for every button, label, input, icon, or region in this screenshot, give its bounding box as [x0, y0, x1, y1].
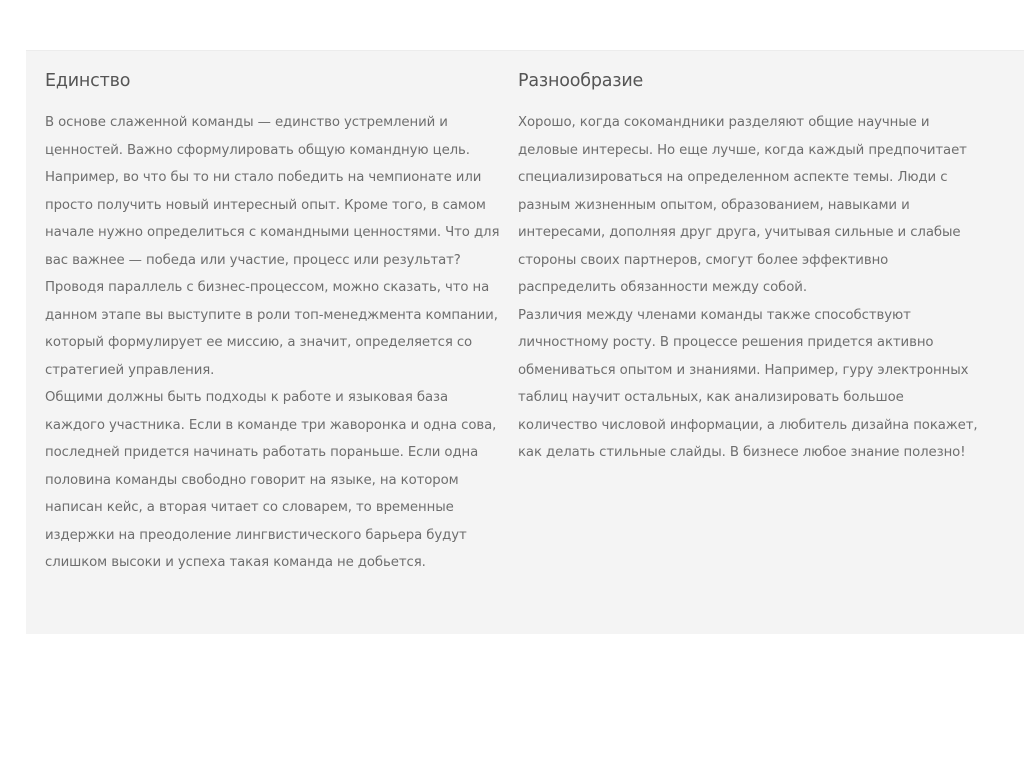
unity-column — [45, 69, 505, 577]
unity-heading: Единство — [45, 71, 131, 91]
unity-paragraph-1: В основе слаженной команды — единство устремлений и ценностей. Важно сформулировать общую командную цель. Например, во что бы то ни стало победить на чемпионате или просто получить новый интересный опыт. Кроме того, в самом начале нужно определиться с командными ценностями. Что для вас важнее — победа или участие, процесс или результат? Проводя параллель с бизнес-процессом, можно сказать, что на данном этапе вы выступите в роли топ-менеджмента компании, который формулирует ее миссию, а значит, определяется со стратегией управления. — [45, 115, 500, 378]
diversity-paragraph-1: Хорошо, когда сокомандники разделяют общие научные и деловые интересы. Но еще лучше, когда каждый предпочитает специализироваться на определенном аспекте темы. Люди с разным жизненным опытом, образованием, навыками и интересами, дополняя друг друга, учитывая сильные и слабые стороны своих партнеров, смогут более эффективно распределить обязанности между собой. — [518, 115, 967, 295]
diversity-paragraph-2: Различия между членами команды также способствуют личностному росту. В процессе решения придется активно обмениваться опытом и знаниями. Например, гуру электронных таблиц научит остальных, как анализировать большое количество числовой информации, а любитель дизайна покажет, как делать стильные слайды. В бизнесе любое знание полезно! — [518, 307, 978, 460]
content-panel — [26, 50, 1024, 634]
unity-paragraph-2: Общими должны быть подходы к работе и языковая база каждого участника. Если в команде три жаворонка и одна сова, последней придется начинать работать пораньше. Если одна половина команды свободно говорит на языке, на котором написан кейс, а вторая читает со словарем, то временные издержки на преодоление лингвистического барьера будут слишком высоки и успеха такая команда не добьется. — [45, 390, 497, 570]
diversity-heading: Разнообразие — [518, 71, 644, 91]
diversity-column — [518, 69, 978, 467]
